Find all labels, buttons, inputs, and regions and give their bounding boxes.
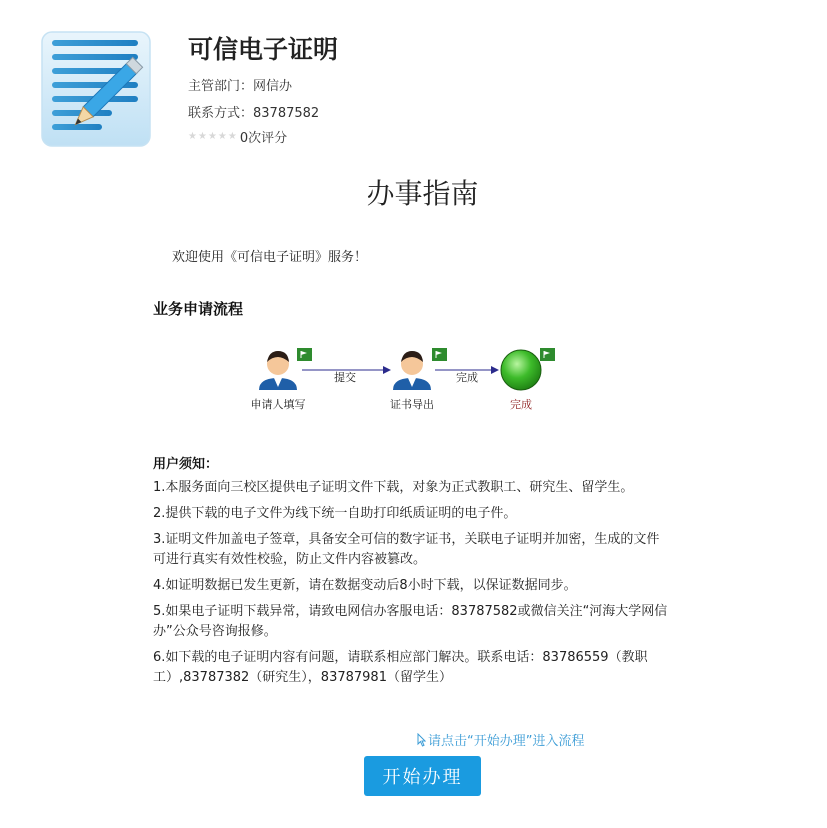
rating-count: 0次评分 [239, 131, 288, 146]
transition-label: 完成 [456, 371, 478, 384]
notice-item: 4.如证明数据已发生更新，请在数据变动后8小时下载，以保证数据同步。 [153, 578, 577, 593]
end-node-icon [501, 350, 541, 390]
notice-item: 1.本服务面向三校区提供电子证明文件下载，对象为正式教职工、研究生、留学生。 [153, 480, 634, 495]
step-flag-icon [432, 348, 447, 361]
export-person-icon [393, 351, 431, 390]
star-icon[interactable]: ★ [227, 130, 237, 142]
start-hint [416, 730, 584, 749]
rating [188, 127, 287, 146]
notice-item: 3.证明文件加盖电子签章，具备安全可信的数字证书，关联电子证明并加密，生成的文件可进行真实有效性校验，防止文件内容被篡改。 [153, 532, 660, 567]
welcome-text: 欢迎使用《可信电子证明》服务！ [172, 250, 368, 265]
step-label: 证书导出 [390, 398, 434, 411]
process-title: 业务申请流程 [153, 300, 244, 318]
star-icon[interactable]: ★ [207, 130, 217, 142]
step-flag-icon [540, 348, 555, 361]
notice-list [153, 478, 668, 694]
star-icon[interactable]: ★ [217, 130, 227, 142]
step-label: 申请人填写 [250, 398, 306, 411]
star-icon[interactable]: ★ [188, 130, 197, 142]
applicant-person-icon [259, 351, 297, 390]
document-pencil-icon [40, 30, 172, 150]
pointer-icon [416, 733, 426, 747]
star-icon[interactable]: ★ [197, 130, 207, 142]
notice-item: 6.如下载的电子证明内容有问题，请联系相应部门解决。联系电话：83786559（教职工）,83787382（研究生），83787981（留学生） [153, 650, 648, 685]
department-label: 主管部门：网信办 [188, 79, 293, 94]
notice-title: 用户须知： [153, 457, 219, 472]
guide-title: 办事指南 [366, 177, 479, 210]
step-label: 完成 [510, 398, 532, 411]
rating-stars[interactable] [188, 131, 237, 143]
contact-label: 联系方式：83787582 [188, 106, 320, 121]
step-flag-icon [297, 348, 312, 361]
notice-item: 2.提供下载的电子文件为线下统一自助打印纸质证明的电子件。 [153, 506, 517, 521]
process-flow-diagram [245, 340, 575, 420]
transition-label: 提交 [334, 371, 356, 384]
start-button[interactable]: 开始办理 [364, 756, 481, 796]
notice-item: 5.如果电子证明下载异常，请致电网信办客服电话：83787582或微信关注“河海大学网信办”公众号咨询报修。 [153, 604, 668, 639]
start-hint-text: 请点击“开始办理”进入流程 [428, 734, 585, 749]
app-title: 可信电子证明 [188, 35, 339, 64]
